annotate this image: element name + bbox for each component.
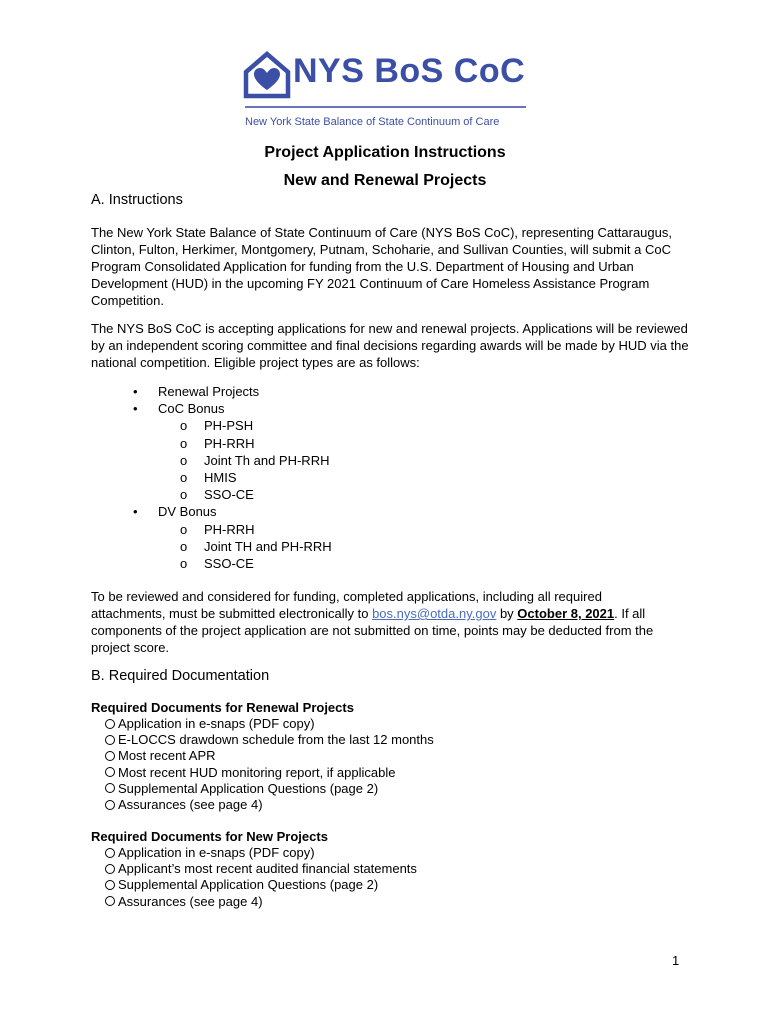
circle-bullet-icon — [105, 751, 115, 761]
document-subtitle: New and Renewal Projects — [283, 172, 487, 189]
list-item: Supplemental Application Questions (page 2) — [105, 781, 434, 797]
renewal-docs-heading: Required Documents for Renewal Projects — [91, 700, 354, 715]
circle-bullet-icon — [105, 864, 115, 874]
deadline-date: October 8, 2021 — [517, 606, 615, 621]
logo-wordmark: NYS BoS CoC — [293, 52, 526, 90]
list-item: o Joint Th and PH-RRH — [180, 452, 330, 468]
list-item: Application in e-snaps (PDF copy) — [105, 845, 417, 861]
circle-bullet-icon — [105, 848, 115, 858]
section-b-heading: B. Required Documentation — [91, 668, 270, 684]
document-title: Project Application Instructions — [264, 144, 506, 161]
circle-bullet-icon — [105, 719, 115, 729]
list-item: o Joint TH and PH-RRH — [180, 538, 332, 554]
email-link[interactable]: bos.nys@otda.ny.gov — [372, 606, 497, 621]
list-item: Supplemental Application Questions (page 2) — [105, 877, 417, 893]
paragraph-accepting: The NYS BoS CoC is accepting applications for new and renewal projects. Applications will be reviewed by an independent scoring committee and final decisions regarding awards will be made by HUD via the national competition. Eligible project types are as follows: — [91, 321, 689, 370]
list-item: Most recent HUD monitoring report, if applicable — [105, 765, 434, 781]
list-item: o SSO-CE — [180, 487, 254, 503]
circle-bullet-icon — [105, 800, 115, 810]
list-item: o HMIS — [180, 470, 237, 486]
list-item: • DV Bonus — [133, 504, 217, 520]
list-item: o PH-RRH — [180, 435, 255, 451]
list-item: • CoC Bonus — [133, 401, 225, 417]
section-a-heading: A. Instructions — [91, 192, 183, 208]
list-item: • Renewal Projects — [133, 384, 260, 399]
list-item: Assurances (see page 4) — [105, 797, 434, 813]
logo — [243, 48, 528, 132]
list-item: Assurances (see page 4) — [105, 894, 417, 910]
circle-bullet-icon — [105, 880, 115, 890]
list-item: o PH-PSH — [180, 418, 254, 434]
new-docs-list — [105, 845, 417, 910]
list-item: o SSO-CE — [180, 556, 254, 572]
circle-bullet-icon — [105, 783, 115, 793]
circle-bullet-icon — [105, 896, 115, 906]
circle-bullet-icon — [105, 767, 115, 777]
page-number: 1 — [672, 953, 680, 968]
list-item: Most recent APR — [105, 748, 434, 764]
new-docs-heading: Required Documents for New Projects — [91, 829, 328, 844]
circle-bullet-icon — [105, 735, 115, 745]
paragraph-intro: The New York State Balance of State Continuum of Care (NYS BoS CoC), representing Cattaraugus, Clinton, Fulton, Herkimer, Montgomery, Putnam, Schoharie, and Sullivan Counties, will submit a CoC Program Consolidated Application for funding from the U.S. Department of Housing and Urban Development (HUD) in the upcoming FY 2021 Continuum of Care Homeless Assistance Program Competition. — [91, 225, 672, 308]
paragraph-submission: To be reviewed and considered for funding, completed applications, including all required attachments, must be submitted electronically to bos.nys@otda.ny.gov by October 8, 2021. If all components of the project application are not submitted on time, points may be deducted from the project score. — [91, 589, 654, 655]
logo-divider — [245, 106, 526, 108]
renewal-docs-list — [105, 716, 434, 813]
list-item: o PH-RRH — [180, 521, 255, 537]
logo-tagline: New York State Balance of State Continuum of Care — [245, 116, 500, 128]
project-types-list — [91, 383, 332, 572]
list-item: E-LOCCS drawdown schedule from the last 12 months — [105, 732, 434, 748]
list-item: Applicant’s most recent audited financial statements — [105, 861, 417, 877]
list-item: Application in e-snaps (PDF copy) — [105, 716, 434, 732]
house-heart-icon — [243, 50, 293, 100]
